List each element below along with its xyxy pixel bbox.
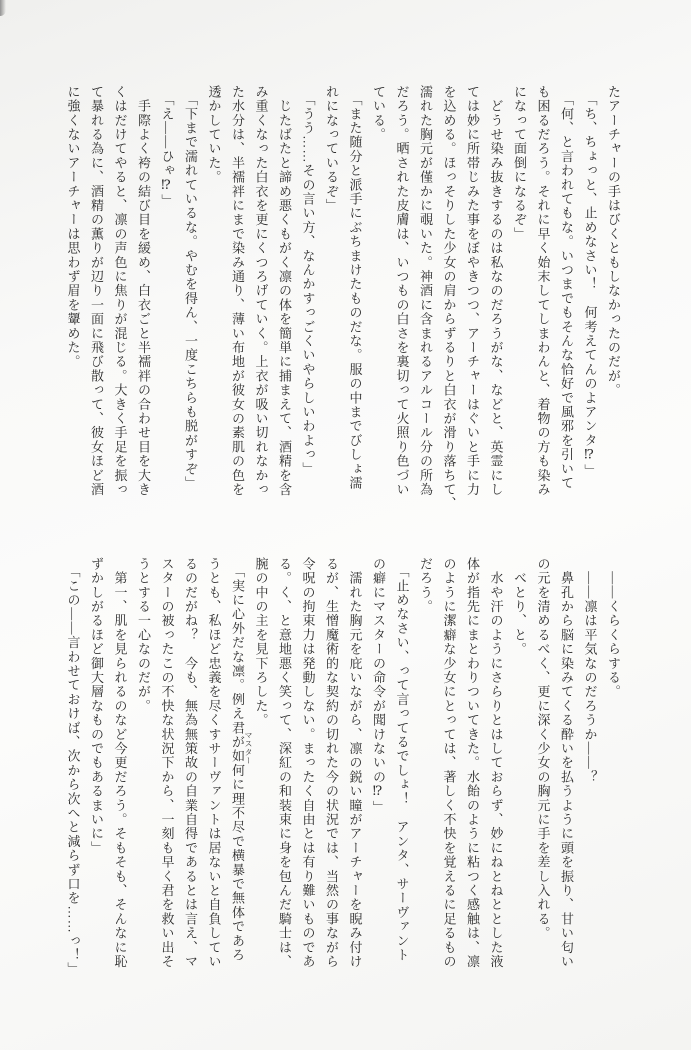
text-line: 「え――ひゃ⁉」 xyxy=(159,85,175,209)
text-line: る。く、と意地悪く笑って、深紅の和装束に身を包んだ騎士は、 xyxy=(277,557,292,969)
text-line: だろう。晒された皮膚は、いつもの白さを裏切って火照り色づい xyxy=(394,85,410,497)
text-line: 手際よく袴の結び目を緩め、白衣ごと半襦袢の合わせ目を大き xyxy=(136,85,151,497)
text-line: うとする一心なのだが。 xyxy=(136,557,151,714)
text-line: 腕の中の主を見下ろした。 xyxy=(253,557,269,728)
text-line: るが、生憎魔術的な契約の切れた今の状況では、当然の事ながら xyxy=(324,557,339,969)
text-line: どうせ染み抜きするのは私なのだろうがな、などと、英霊にし xyxy=(488,85,504,497)
text-line: 「止めなさい、って言ってるでしょ！ アンタ、サーヴァント xyxy=(394,557,410,963)
text-line: 「また随分と派手にぶちまけたものだな。服の中までびしょ濡 xyxy=(347,85,363,491)
text-line: 「下まで濡れているな。やむを得ん、一度こちらも脱がすぞ」 xyxy=(183,85,198,491)
text-line: 濡れた胸元を庇いながら、凛の鋭い瞳がアーチャーを睨み付け xyxy=(347,557,363,969)
text-line: 「実に心外だな凛。例え君が如何に理不尽で横暴で無体であろ xyxy=(230,557,245,963)
text-line: た水分は、半襦袢にまで染み通り、薄い布地が彼女の素肌の色を xyxy=(230,85,245,497)
text-line: じたばたと諦め悪くもがく凛の体を簡単に捕まえて、酒精を含 xyxy=(277,85,292,497)
text-line: になって面倒になるぞ」 xyxy=(512,85,527,242)
text-line: 「何、と言われてもな。いつまでもそんな恰好で風邪を引いて xyxy=(559,85,574,491)
text-line: ている。 xyxy=(371,85,386,142)
text-line: るのだがね？ 今も、無為無策故の自業自得であるとは言え、マ xyxy=(183,557,198,969)
text-line: 鼻孔から脳に染みてくる酔いを払うように頭を振り、甘い匂い xyxy=(559,557,574,969)
text-line: 水や汗のようにさらりとはしておらず、妙にねとねととした液 xyxy=(488,557,504,969)
text-line: ては妙に所帯じみた事をぼやきつつ、アーチャーはぐいと手に力 xyxy=(465,85,480,497)
text-line: 濡れた胸元が僅かに覗いた。神酒に含まれるアルコール分の所為 xyxy=(418,85,433,497)
furigana-master: マスター xyxy=(244,731,253,765)
text-line: 透かしていた。 xyxy=(206,85,222,185)
text-line: 令呪の拘束力は発動しない。まったく自由とは有り難いものであ xyxy=(300,557,316,969)
text-line: 「うう……その言い方、なんかすっごくいやらしいわよっ」 xyxy=(300,85,316,477)
text-line: を込める。ほっそりした少女の肩からずるりと白衣が滑り落ちて、 xyxy=(441,85,457,511)
text-line: 「この――言わせておけば、次から次へと減らず口を……っ！」 xyxy=(65,557,81,977)
text-block-top xyxy=(61,85,625,511)
text-line: に強くないアーチャーは思わず眉を顰めた。 xyxy=(65,85,81,369)
text-line: れになっているぞ」 xyxy=(324,85,339,213)
text-line: 体が指先にまとわりついてきた。水飴のように粘つく感触は、凛 xyxy=(465,557,480,969)
text-line: のように潔癖な少女にとっては、著しく不快を覚えるに足るもの xyxy=(441,557,457,969)
text-line: だろう。 xyxy=(418,557,433,614)
text-line: て暴れる為に、酒精の薫りが辺り一面に飛び散って、彼女ほど酒 xyxy=(89,85,104,497)
text-line: 「ち、ちょっと、止めなさい！ 何考えてんのよアンタ⁉」 xyxy=(582,85,598,479)
text-line: も困るだろう。それに早く始末してしまわんと、着物の方も染み xyxy=(535,85,551,497)
text-line: べとり、と。 xyxy=(512,557,527,657)
text-line: ずかしがるほど御大層なものでもあるまいに」 xyxy=(89,557,104,856)
text-block-bottom xyxy=(61,557,625,977)
text-line: ――凛は平気なのだろうか――？ xyxy=(582,557,598,785)
text-line: の元を清めるべく、更に深く少女の胸元に手を差し入れる。 xyxy=(535,557,551,941)
text-line: み重くなった白衣を更にくつろげていく。上衣が吸い切れなかっ xyxy=(253,85,269,497)
text-line: ――くらくらする。 xyxy=(606,557,621,699)
text-line: スターの被ったこの不快な状況下から、一刻も早く君を救い出そ xyxy=(159,557,175,969)
text-line: くはだけてやると、凛の声色に焦りが混じる。大きく手足を振っ xyxy=(112,85,128,497)
text-line: たアーチャーの手はびくともしなかったのだが。 xyxy=(606,85,621,398)
text-line: 第一、肌を見られるのなど今更だろう。そもそも、そんなに恥 xyxy=(112,557,128,969)
scan-artifact-top-left xyxy=(0,0,6,16)
text-line: の癖にマスターの命令が聞けないの⁉」 xyxy=(371,557,386,815)
text-line: うとも、私ほど忠義を尽くすサーヴァントは居ないと自負してい xyxy=(206,557,222,969)
